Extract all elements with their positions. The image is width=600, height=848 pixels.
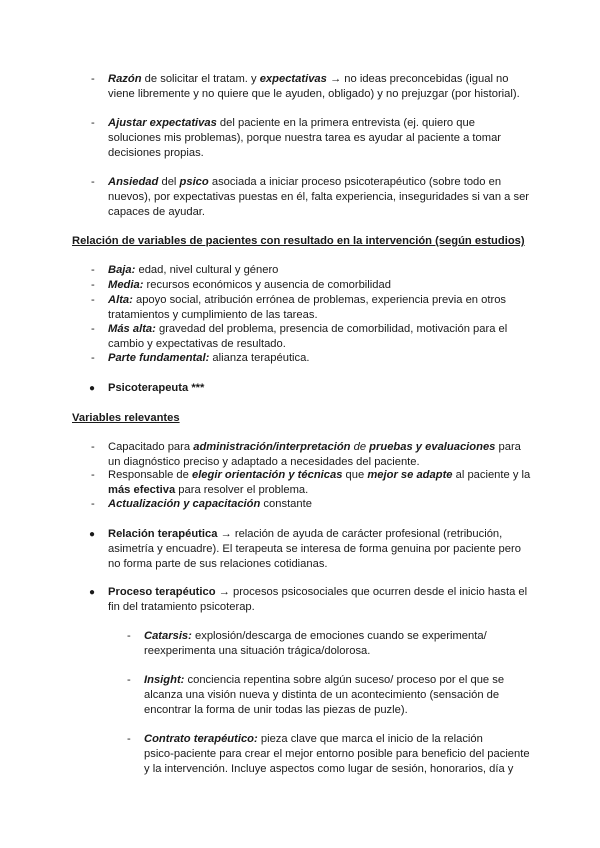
item-text: de [350, 441, 370, 453]
item-text: tratamientos y cumplimiento de las tareas. [108, 309, 318, 321]
list-dash: - [127, 674, 131, 686]
item-text: recursos económicos y ausencia de comorbilidad [143, 279, 391, 291]
item-label: Ansiedad [108, 176, 159, 188]
item-label: Catarsis: [144, 630, 192, 642]
bullet-icon: ● [89, 383, 96, 394]
item-text: del paciente en la primera entrevista (ej. quiero que [216, 117, 475, 129]
list-item [108, 468, 558, 498]
list-dash: - [91, 73, 95, 85]
item-text: nuevos), por expectativas puestas en él, falta experiencia, inseguridades si van a ser [108, 191, 530, 203]
item-text: y la intervención. Incluye aspectos como lugar de sesión, honorarios, día y [144, 763, 514, 775]
sub-list-item [144, 673, 544, 718]
item-text: → procesos psicosociales que ocurren desde el inicio hasta el [215, 586, 528, 598]
item-text: explosión/descarga de emociones cuando se experimenta/ [191, 630, 487, 642]
list-dash: - [91, 441, 95, 453]
item-text: fin del tratamiento psicoterap. [108, 601, 255, 613]
item-label: Relación terapéutica [108, 528, 218, 540]
item-label: expectativas [259, 73, 327, 85]
item-text: del [158, 176, 180, 188]
item-label: Proceso terapéutico [108, 586, 216, 598]
item-text: → no ideas preconcebidas (igual no [326, 73, 509, 85]
list-dash: - [91, 498, 95, 510]
item-label: Baja: [108, 264, 136, 276]
bullet-icon: ● [89, 587, 96, 598]
item-text: pieza clave que marca el inicio de la relación [257, 733, 483, 745]
item-text: constante [260, 498, 312, 510]
item-text: decisiones propias. [108, 147, 204, 159]
list-item [108, 293, 506, 323]
item-label: mejor se adapte [367, 469, 453, 481]
item-text: reexperimenta una situación trágica/dolorosa. [144, 645, 371, 657]
list-item [108, 72, 548, 102]
item-text: para resolver el problema. [175, 484, 309, 496]
item-label: psico [179, 176, 209, 188]
section-heading: Variables relevantes [72, 412, 180, 424]
item-label: Más alta: [108, 323, 156, 335]
list-item [108, 263, 278, 278]
item-text: → relación de ayuda de carácter profesional (retribución, [217, 528, 503, 540]
bullet-item [108, 527, 553, 572]
section-heading: Relación de variables de pacientes con resultado en la intervención (según estudios) [72, 235, 525, 247]
item-text: para [495, 441, 521, 453]
item-label: Insight: [144, 674, 185, 686]
list-dash: - [127, 733, 131, 745]
item-label: elegir orientación y técnicas [191, 469, 343, 481]
item-label: Razón [108, 73, 142, 85]
list-dash: - [91, 117, 95, 129]
item-text: asociada a iniciar proceso psicoterapéutico (sobre todo en [208, 176, 502, 188]
item-text: encontrar la forma de unir todas las piezas de puzle). [144, 704, 408, 716]
bullet-item [108, 585, 553, 615]
list-item [108, 175, 548, 220]
item-text: soluciones mis problemas), porque nuestra tarea es ayudar al paciente a tomar [108, 132, 502, 144]
list-dash: - [91, 264, 95, 276]
item-text: gravedad del problema, presencia de comorbilidad, motivación para el [155, 323, 508, 335]
list-item [108, 497, 312, 512]
sub-list-item [144, 732, 564, 777]
item-text: viene libremente y no quiere que le ayuden, obligado) y no prejuzgar (por historial). [108, 88, 520, 100]
sub-list-item [144, 629, 544, 659]
item-label: administración/interpretación [193, 441, 351, 453]
list-dash: - [91, 294, 95, 306]
list-dash: - [91, 176, 95, 188]
item-text: edad, nivel cultural y género [135, 264, 279, 276]
list-item [108, 322, 507, 352]
list-dash: - [127, 630, 131, 642]
item-text: capaces de ayudar. [108, 206, 206, 218]
item-text: cambio y expectativas de resultado. [108, 338, 286, 350]
item-label: pruebas y evaluaciones [369, 441, 496, 453]
item-text: Capacitado para [108, 441, 194, 453]
item-label: Media: [108, 279, 144, 291]
list-dash: - [91, 323, 95, 335]
list-item [108, 278, 391, 293]
item-text: psico-paciente para crear el mejor entorno posible para beneficio del paciente [144, 748, 530, 760]
item-text: un diagnóstico preciso y adaptado a necesidades del paciente. [108, 456, 420, 468]
item-label: Actualización y capacitación [108, 498, 261, 510]
item-text: asimetría y encuadre). El terapeuta se interesa de forma genuina por paciente pero [108, 543, 521, 555]
item-text: alcanza una visión nueva y distinta de un acontecimiento (sensación de [144, 689, 500, 701]
bullet-icon: ● [89, 529, 96, 540]
item-text: no forma parte de sus relaciones cotidianas. [108, 558, 328, 570]
list-item [108, 116, 548, 161]
item-label: más efectiva [108, 484, 176, 496]
item-text: alianza terapéutica. [209, 352, 310, 364]
list-dash: - [91, 352, 95, 364]
list-item [108, 351, 309, 366]
bullet-heading: Psicoterapeuta *** [108, 382, 205, 394]
list-dash: - [91, 469, 95, 481]
list-dash: - [91, 279, 95, 291]
item-text: de solicitar el tratam. y [141, 73, 260, 85]
item-label: Contrato terapéutico: [144, 733, 258, 745]
item-text: conciencia repentina sobre algún suceso/ proceso por el que se [184, 674, 505, 686]
item-text: apoyo social, atribución errónea de problemas, experiencia previa en otros [132, 294, 507, 306]
item-label: Ajustar expectativas [108, 117, 217, 129]
list-item [108, 440, 553, 470]
item-text: al paciente y la [452, 469, 531, 481]
item-label: Alta: [108, 294, 133, 306]
item-text: Responsable de [108, 469, 192, 481]
item-label: Parte fundamental: [108, 352, 210, 364]
item-text: que [342, 469, 368, 481]
